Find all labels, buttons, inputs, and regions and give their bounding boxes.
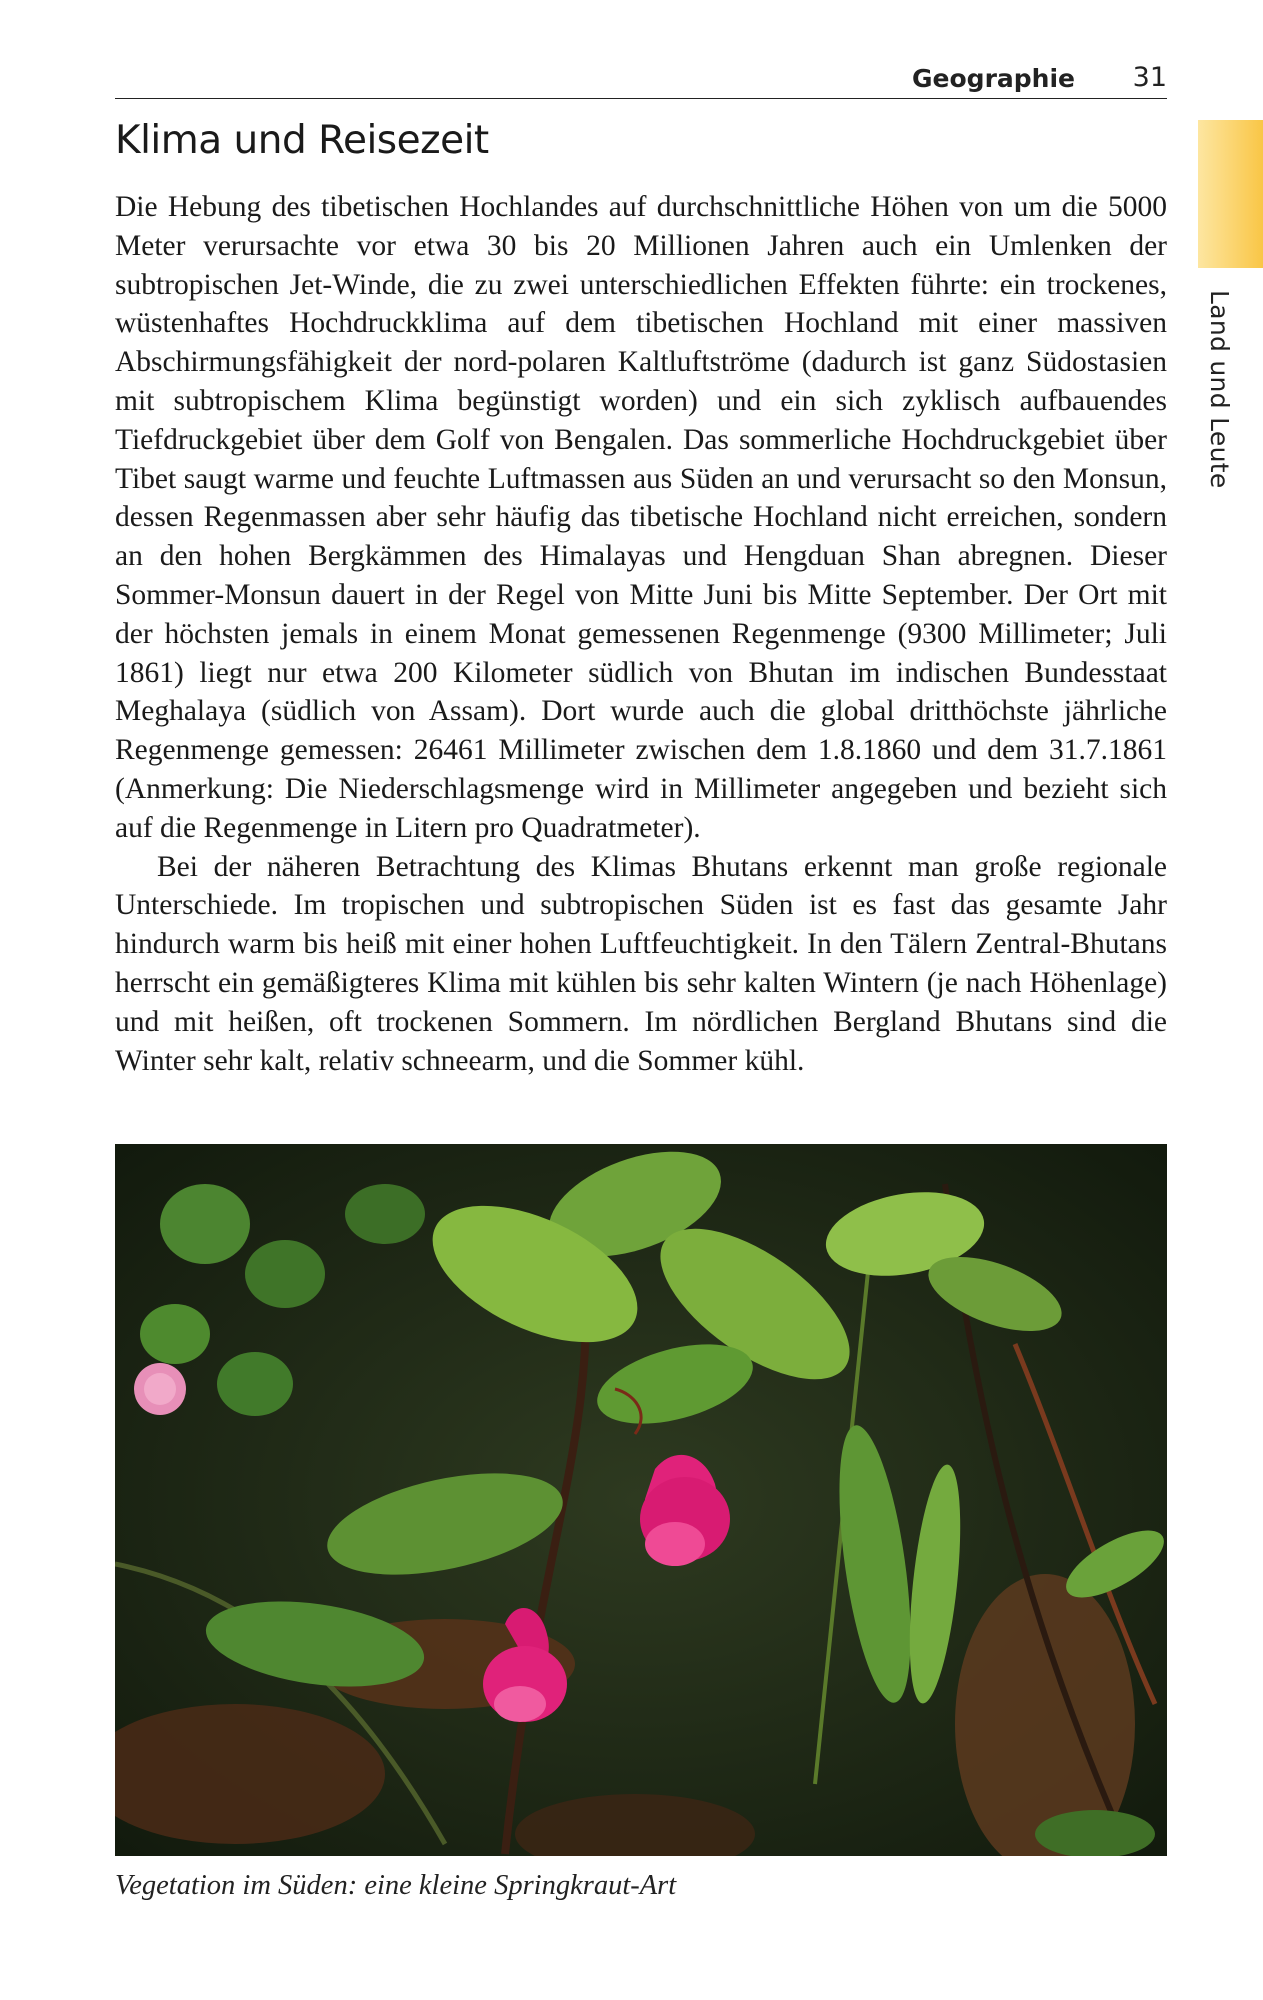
section-heading: Klima und Reisezeit [115, 118, 489, 163]
running-head [115, 62, 1167, 99]
photo-caption: Vegetation im Süden: eine kleine Springkraut-Art [115, 1870, 677, 1901]
article-body [115, 188, 1167, 1080]
section-title: Geographie [912, 64, 1075, 93]
vegetation-photo [115, 1144, 1167, 1856]
paragraph: Bei der näheren Betrachtung des Klimas Bhutans erkennt man große regionale Unterschiede. Im tropischen und subtropischen Süden ist es fast das gesamte Jahr hindurch warm bis heiß mit einer hohen Luftfeuchtigkeit. In den Tälern Zentral-Bhutans herrscht ein gemäßigteres Klima mit kühlen bis sehr kalten Wintern (je nach Höhenlage) und mit heißen, oft trockenen Sommern. Im nördlichen Bergland Bhutans sind die Winter sehr kalt, relativ schneearm, und die Sommer kühl. [115, 850, 1167, 1077]
page-number: 31 [1132, 62, 1167, 93]
paragraph: Die Hebung des tibetischen Hochlandes auf durchschnittliche Höhen von um die 5000 Meter verursachte vor etwa 30 bis 20 Millionen Jahren auch ein Umlenken der subtropischen Jet-Winde, die zu zwei unterschiedlichen Effekten führte: ein trockenes, wüstenhaftes Hochdruckklima auf dem tibetischen Hochland mit einer massiven Abschirmungsfähigkeit der nord-polaren Kaltluftströme (dadurch ist ganz Südostasien mit subtropischem Klima begünstigt worden) und ein sich zyklisch aufbauendes Tiefdruckgebiet über dem Golf von Bengalen. Das sommerliche Hochdruckgebiet über Tibet saugt warme und feuchte Luftmassen aus Süden an und verursacht so den Monsun, dessen Regenmassen aber sehr häufig das tibetische Hochland nicht erreichen, sondern an den hohen Bergkämmen des Himalayas und Hengduan Shan abregnen. Dieser Sommer-Monsun dauert in der Regel von Mitte Juni bis Mitte September. Der Ort mit der höchsten jemals in einem Monat gemessenen Regenmenge (9300 Millimeter; Juli 1861) liegt nur etwa 200 Kilometer südlich von Bhutan im indischen Bundesstaat Meghalaya (südlich von Assam). Dort wurde auch die global dritthöchste jährliche Regenmenge gemessen: 26461 Millimeter zwischen dem 1.8.1860 und dem 31.7.1861 (Anmerkung: Die Niederschlagsmenge wird in Millimeter angegeben und bezieht sich auf die Regenmenge in Litern pro Quadratmeter). [115, 191, 1167, 844]
chapter-tab-label: Land und Leute [1205, 290, 1234, 489]
photo-illustration [115, 1144, 1167, 1856]
chapter-tab [1198, 120, 1263, 268]
